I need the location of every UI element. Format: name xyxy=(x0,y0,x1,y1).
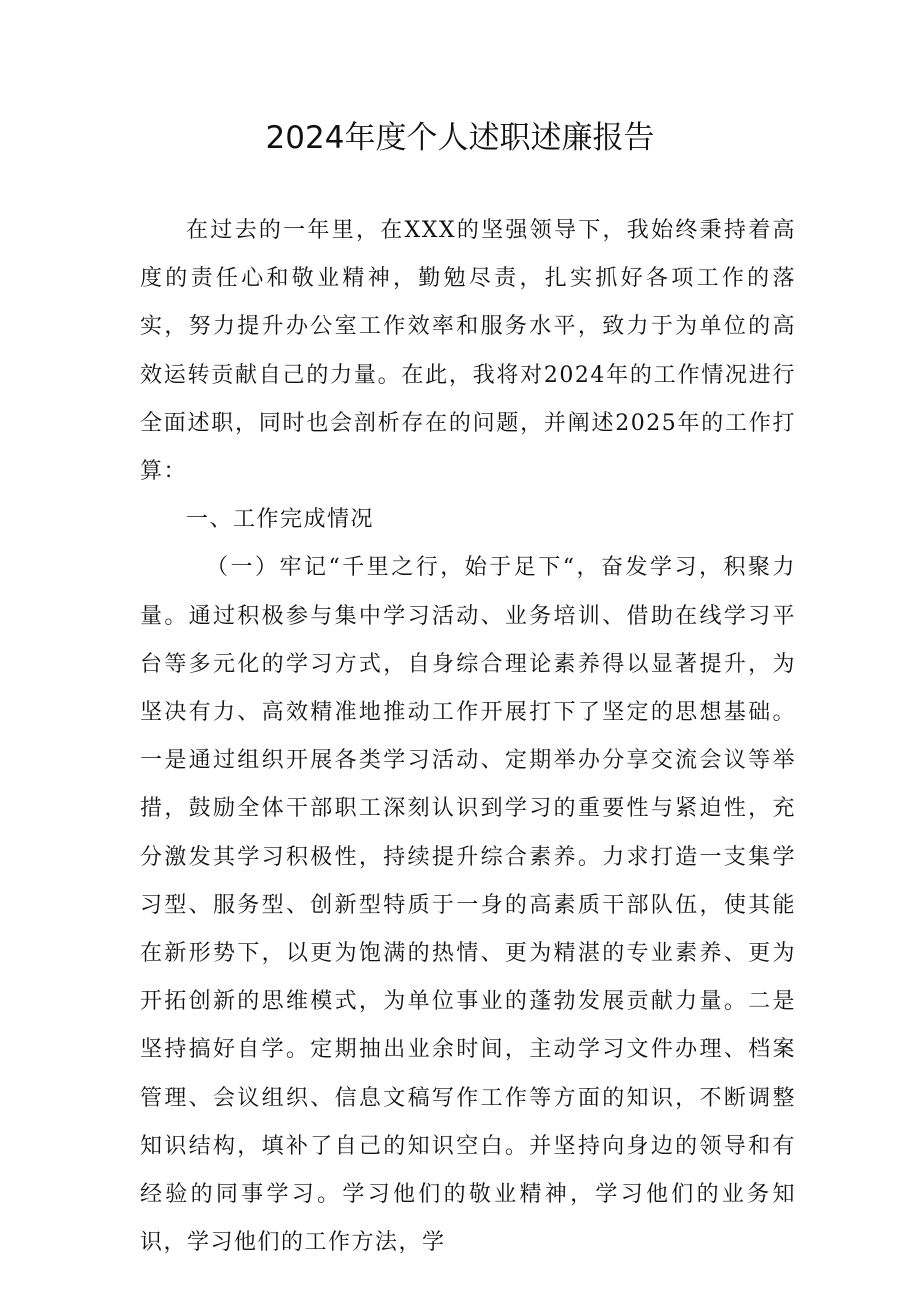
section-heading: 一、工作完成情况 xyxy=(186,507,375,533)
document-body xyxy=(140,207,796,1267)
subsection-paragraph: （一）牢记“千里之行，始于足下“，奋发学习，积聚力量。通过积极参与集中学习活动、业务培训、借助在线学习平台等多元化的学习方式，自身综合理论素养得以显著提升，为坚决有力、高效精准地推动工作开展打下了坚定的思想基础。一是通过组织开展各类学习活动、定期举办分享交流会议等举措，鼓励全体干部职工深刻认识到学习的重要性与紧迫性，充分激发其学习积极性，持续提升综合素养。力求打造一支集学习型、服务型、创新型特质于一身的高素质干部队伍，使其能在新形势下，以更为饱满的热情、更为精湛的专业素养、更为开拓创新的思维模式，为单位事业的蓬勃发展贡献力量。二是坚持搞好自学。定期抽出业余时间，主动学习文件办理、档案管理、会议组织、信息文稿写作工作等方面的知识，不断调整知识结构，填补了自己的知识空白。并坚持向身边的领导和有经验的同事学习。学习他们的敬业精神，学习他们的业务知识，学习他们的工作方法，学 xyxy=(140,555,796,1256)
document-title: 2024年度个人述职述廉报告 xyxy=(265,120,655,156)
intro-paragraph: 在过去的一年里，在XXX的坚强领导下，我始终秉持着高度的责任心和敬业精神，勤勉尽责，扎实抓好各项工作的落实，努力提升办公室工作效率和服务水平，致力于为单位的高效运转贡献自己的力量。在此，我将对2024年的工作情况进行全面述职，同时也会剖析存在的问题，并阐述2025年的工作打算： xyxy=(140,218,796,485)
